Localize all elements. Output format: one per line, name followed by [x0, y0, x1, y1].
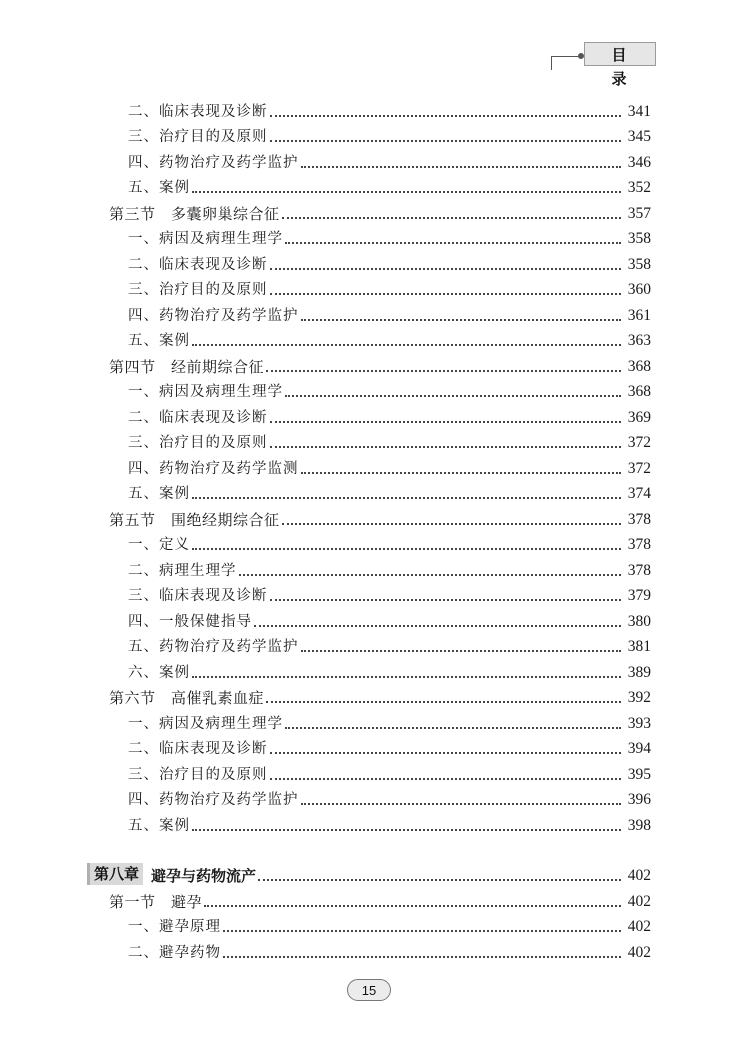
toc-item-row[interactable]	[0, 479, 730, 503]
toc-page-number: 372	[627, 434, 651, 451]
toc-entry-label: 三、临床表现及诊断	[128, 588, 268, 604]
toc-dot-leader	[270, 293, 622, 295]
toc-entry-label: 一、定义	[128, 537, 190, 553]
toc-entry-label: 三、治疗目的及原则	[128, 767, 268, 783]
toc-dot-leader	[266, 701, 621, 703]
toc-page-number: 392	[627, 689, 651, 706]
toc-item-row[interactable]	[0, 403, 730, 427]
toc-entry-label: 二、临床表现及诊断	[128, 104, 268, 120]
toc-page-number: 368	[627, 358, 651, 375]
toc-entry-label: 二、临床表现及诊断	[128, 257, 268, 273]
toc-item-row[interactable]	[0, 581, 730, 605]
toc-page-number: 378	[627, 536, 651, 553]
header-rule	[551, 56, 581, 57]
toc-entry-label: 一、病因及病理生理学	[128, 384, 283, 400]
toc-item-row[interactable]	[0, 428, 730, 452]
toc-chapter-badge: 第八章	[87, 863, 143, 885]
toc-entry-label: 三、治疗目的及原则	[128, 435, 268, 451]
toc-entry-label: 五、案例	[128, 486, 190, 502]
toc-dot-leader	[192, 497, 621, 499]
toc-dot-leader	[301, 166, 622, 168]
toc-page-number: 402	[627, 893, 651, 910]
toc-item-row[interactable]	[0, 173, 730, 197]
toc-dot-leader	[301, 650, 622, 652]
toc-dot-leader	[301, 803, 622, 805]
toc-entry-label: 二、病理生理学	[128, 563, 237, 579]
toc-page-number: 379	[627, 587, 651, 604]
toc-entry-label: 四、药物治疗及药学监护	[128, 155, 299, 171]
toc-entry-label: 二、避孕药物	[128, 945, 221, 961]
toc-entry-label: 四、药物治疗及药学监护	[128, 792, 299, 808]
toc-page-number: 395	[627, 766, 651, 783]
toc-entry-label: 四、药物治疗及药学监测	[128, 461, 299, 477]
toc-entry-label: 第六节 高催乳素血症	[109, 689, 265, 707]
toc-item-row[interactable]	[0, 811, 730, 835]
toc-page-number: 389	[627, 664, 651, 681]
toc-entry-label: 四、一般保健指导	[128, 614, 252, 630]
toc-page-number: 372	[627, 460, 651, 477]
toc-page-number: 398	[627, 817, 651, 834]
toc-page-number: 380	[627, 613, 651, 630]
toc-section-row[interactable]	[0, 505, 730, 529]
toc-page-number: 396	[627, 791, 651, 808]
toc-dot-leader	[270, 140, 622, 142]
toc-entry-label: 第五节 围绝经期综合征	[109, 511, 280, 529]
toc-dot-leader	[270, 115, 622, 117]
toc-page-number: 374	[627, 485, 651, 502]
toc-dot-leader	[192, 191, 621, 193]
toc-item-row[interactable]	[0, 224, 730, 248]
toc-page-number: 393	[627, 715, 651, 732]
toc-dot-leader	[282, 523, 621, 525]
toc-page-number: 360	[627, 281, 651, 298]
toc-item-row[interactable]	[0, 912, 730, 936]
toc-dot-leader	[270, 778, 622, 780]
toc-item-row[interactable]	[0, 122, 730, 146]
toc-page-number: 369	[627, 409, 651, 426]
toc-item-row[interactable]	[0, 556, 730, 580]
toc-page-number: 402	[627, 918, 651, 935]
toc-entry-label: 二、临床表现及诊断	[128, 410, 268, 426]
toc-dot-leader	[192, 676, 621, 678]
toc-item-row[interactable]	[0, 760, 730, 784]
toc-dot-leader	[192, 344, 621, 346]
toc-dot-leader	[301, 472, 622, 474]
toc-entry-label: 五、案例	[128, 333, 190, 349]
toc-dot-leader	[282, 217, 621, 219]
toc-dot-leader	[270, 446, 622, 448]
toc-item-row[interactable]	[0, 301, 730, 325]
toc-dot-leader	[223, 956, 621, 958]
toc-entry-label: 四、药物治疗及药学监护	[128, 308, 299, 324]
toc-section-row[interactable]	[0, 683, 730, 707]
toc-entry-label: 一、病因及病理生理学	[128, 716, 283, 732]
toc-page-number: 368	[627, 383, 651, 400]
toc-item-row[interactable]	[0, 97, 730, 121]
toc-dot-leader	[266, 370, 621, 372]
toc-entry-label: 一、避孕原理	[128, 919, 221, 935]
toc-entry-label: 五、药物治疗及药学监护	[128, 639, 299, 655]
toc-page-number: 402	[627, 944, 651, 961]
toc-entry-label: 六、案例	[128, 665, 190, 681]
toc-dot-leader	[239, 574, 622, 576]
toc-page-number: 363	[627, 332, 651, 349]
toc-entry-label: 一、病因及病理生理学	[128, 231, 283, 247]
toc-entry-label: 三、治疗目的及原则	[128, 282, 268, 298]
toc-dot-leader	[285, 242, 621, 244]
toc-entry-label: 二、临床表现及诊断	[128, 741, 268, 757]
toc-entry-label: 五、案例	[128, 180, 190, 196]
header-rule-tick	[551, 56, 552, 70]
toc-dot-leader	[192, 829, 621, 831]
toc-section-row[interactable]	[0, 352, 730, 376]
toc-page-number: 361	[627, 307, 651, 324]
toc-page-number: 358	[627, 256, 651, 273]
header-title: 目 录	[584, 42, 656, 66]
toc-dot-leader	[270, 268, 622, 270]
toc-entry-label: 第四节 经前期综合征	[109, 358, 265, 376]
toc-item-row[interactable]	[0, 326, 730, 350]
toc-dot-leader	[270, 421, 622, 423]
page-number: 15	[347, 979, 391, 1001]
toc-page-number: 346	[627, 154, 651, 171]
toc-dot-leader	[270, 752, 622, 754]
toc-entry-label: 第一节 避孕	[109, 893, 203, 911]
toc-entry-label: 三、治疗目的及原则	[128, 129, 268, 145]
toc-item-row[interactable]	[0, 658, 730, 682]
toc-page-number: 378	[627, 511, 651, 528]
toc-dot-leader	[270, 599, 622, 601]
toc-item-row[interactable]	[0, 709, 730, 733]
toc-page-number: 357	[627, 205, 651, 222]
toc-entry-label: 五、案例	[128, 818, 190, 834]
toc-chapter-row[interactable]	[0, 861, 730, 885]
toc-page-number: 402	[627, 867, 651, 884]
toc-item-row[interactable]	[0, 632, 730, 656]
toc-dot-leader	[192, 548, 621, 550]
toc-dot-leader	[301, 319, 622, 321]
toc-entry-label: 第三节 多囊卵巢综合征	[109, 205, 280, 223]
toc-chapter-title: 避孕与药物流产	[151, 867, 257, 885]
toc-item-row[interactable]	[0, 734, 730, 758]
toc-dot-leader	[285, 727, 621, 729]
toc-section-row[interactable]	[0, 887, 730, 911]
toc-page-number: 341	[627, 103, 651, 120]
running-header	[551, 42, 659, 88]
toc-dot-leader	[254, 625, 621, 627]
toc-item-row[interactable]	[0, 148, 730, 172]
toc-dot-leader	[223, 930, 621, 932]
toc-item-row[interactable]	[0, 377, 730, 401]
toc-page-number: 352	[627, 179, 651, 196]
toc-page-number: 378	[627, 562, 651, 579]
toc-page-number: 358	[627, 230, 651, 247]
toc-item-row[interactable]	[0, 607, 730, 631]
toc-item-row[interactable]	[0, 530, 730, 554]
toc-page-number: 381	[627, 638, 651, 655]
toc-item-row[interactable]	[0, 454, 730, 478]
toc-page-number: 394	[627, 740, 651, 757]
toc-item-row[interactable]	[0, 785, 730, 809]
toc-item-row[interactable]	[0, 250, 730, 274]
toc-item-row[interactable]	[0, 938, 730, 962]
toc-item-row[interactable]	[0, 275, 730, 299]
toc-section-row[interactable]	[0, 199, 730, 223]
toc-page-number: 345	[627, 128, 651, 145]
toc-dot-leader	[285, 395, 621, 397]
toc-dot-leader	[204, 905, 621, 907]
toc-dot-leader	[258, 879, 621, 881]
